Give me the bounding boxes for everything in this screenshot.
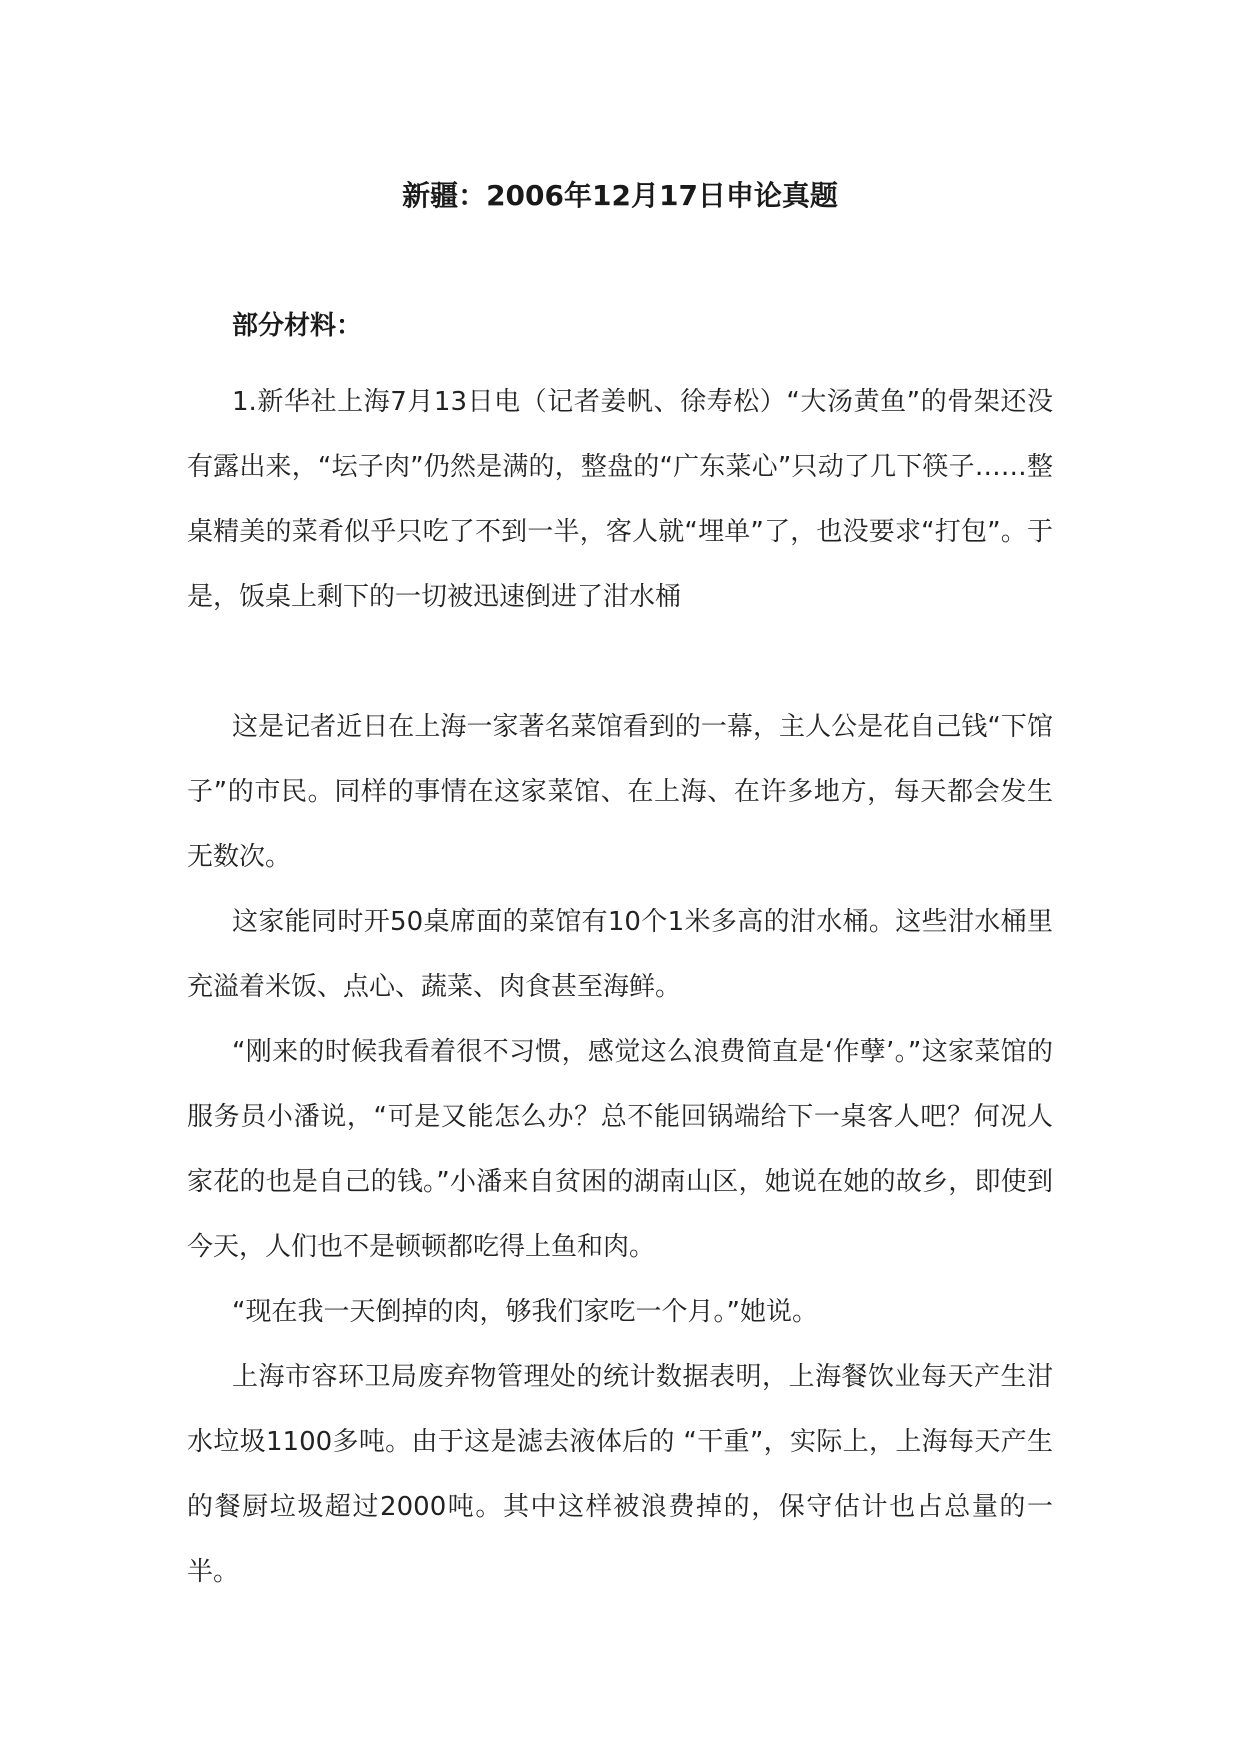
section-label: 部分材料：: [232, 311, 363, 341]
paragraph: “现在我一天倒掉的肉，够我们家吃一个月。”她说。: [232, 1297, 818, 1327]
document-title: 新疆：2006年12月17日申论真题: [402, 179, 838, 212]
paragraph: 这家能同时开50桌席面的菜馆有10个1米多高的泔水桶。这些泔水桶里充溢着米饭、点心、蔬菜、肉食甚至海鲜。: [187, 907, 1053, 1002]
paragraph: 上海市容环卫局废弃物管理处的统计数据表明，上海餐饮业每天产生泔水垃圾1100多吨。由于这是滤去液体后的 “干重”，实际上，上海每天产生的餐厨垃圾超过2000吨。其中这样被浪费掉的，保守估计也占总量的一半。: [187, 1362, 1053, 1587]
paragraph: 1.新华社上海7月13日电（记者姜帆、徐寿松）“大汤黄鱼”的骨架还没有露出来，“坛子肉”仍然是满的，整盘的“广东菜心”只动了几下筷子……整桌精美的菜肴似乎只吃了不到一半，客人就“埋单”了，也没要求“打包”。于是，饭桌上剩下的一切被迅速倒进了泔水桶: [187, 387, 1053, 612]
paragraph: 这是记者近日在上海一家著名菜馆看到的一幕，主人公是花自己钱“下馆子”的市民。同样的事情在这家菜馆、在上海、在许多地方，每天都会发生无数次。: [187, 712, 1053, 872]
paragraph: “刚来的时候我看着很不习惯，感觉这么浪费简直是‘作孽’。”这家菜馆的服务员小潘说，“可是又能怎么办？总不能回锅端给下一桌客人吧？何况人家花的也是自己的钱。”小潘来自贫困的湖南山区，她说在她的故乡，即使到今天，人们也不是顿顿都吃得上鱼和肉。: [187, 1037, 1053, 1262]
document-body: [187, 370, 1053, 1605]
